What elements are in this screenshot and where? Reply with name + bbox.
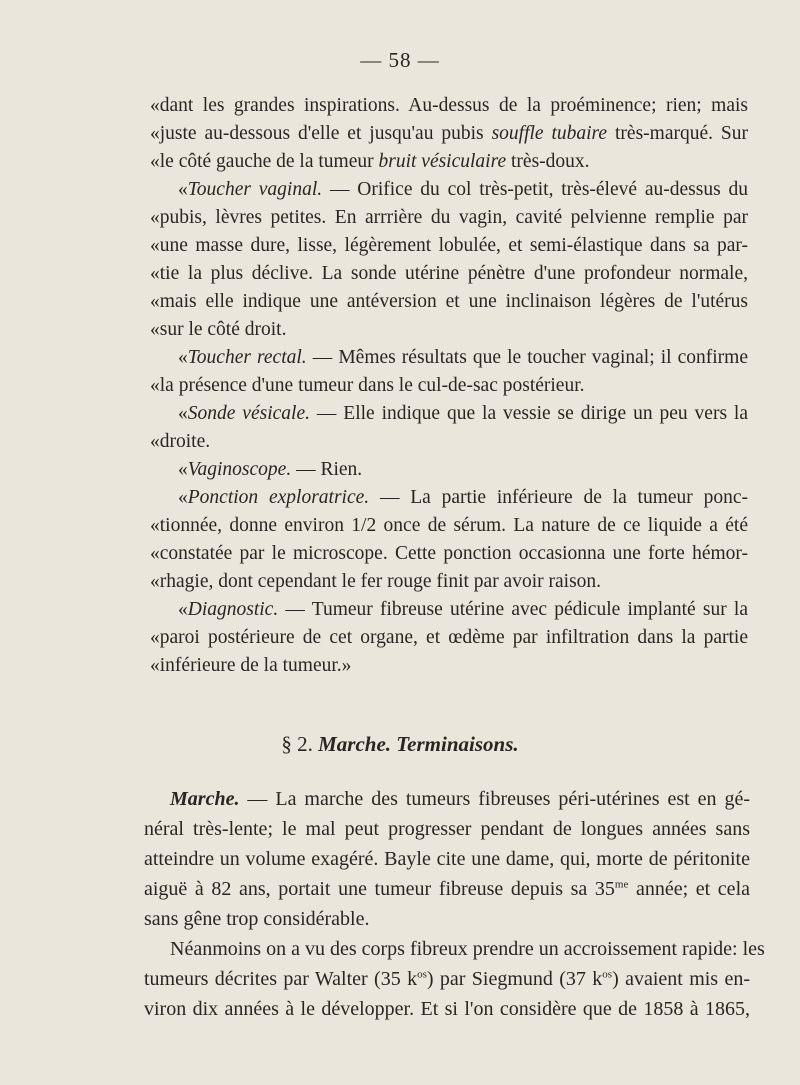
text-line: «mais elle indique une antéversion et une inclinaison légères de l'utérus — [150, 291, 748, 312]
subheading-marche: Marche. — [170, 788, 240, 810]
text-line: sans gêne trop considérable. — [144, 908, 370, 930]
text-line: «paroi postérieure de cet organe, et œdème par infiltration dans la partie — [150, 627, 748, 648]
text-line: Marche. — La marche des tumeurs fibreuses péri-utérines est en gé- — [170, 788, 750, 810]
subheading-vaginoscope: Vaginoscope. — [187, 459, 292, 480]
text-line: «inférieure de la tumeur.» — [150, 655, 352, 676]
text-line: aiguë à 82 ans, portait une tumeur fibreuse depuis sa $35^{me}$ année; et cela — [144, 878, 750, 900]
text-line: «Toucher vaginal. — Orifice du col très-petit, très-élevé au-dessus du — [178, 179, 748, 200]
text-line: «Toucher rectal. — Mêmes résultats que le toucher vaginal; il confirme — [178, 347, 748, 368]
text-line: «le côté gauche de la tumeur bruit vésiculaire très-doux. — [150, 151, 590, 172]
text-line: viron dix années à le développer. Et si l'on considère que de 1858 à 1865, — [144, 998, 750, 1020]
subheading-diagnostic: Diagnostic. — [187, 599, 279, 620]
text-line: «Vaginoscope. — Rien. — [178, 459, 363, 480]
term-bruit-vesiculaire: bruit vésiculaire — [378, 151, 507, 172]
text-line: «rhagie, dont cependant le fer rouge finit par avoir raison. — [150, 571, 602, 592]
text-line: «sur le côté droit. — [150, 319, 287, 340]
text-line: Néanmoins on a vu des corps fibreux prendre un accroissement rapide: les — [170, 938, 765, 960]
page-number: — 58 — — [360, 48, 440, 72]
section-title: Marche. Terminaisons. — [318, 732, 519, 756]
subheading-sonde-vesicale: Sonde vésicale. — [187, 403, 310, 424]
text-line: «dant les grandes inspirations. Au-dessus de la proéminence; rien; mais — [150, 95, 748, 116]
text-line: «Ponction exploratrice. — La partie inférieure de la tumeur ponc- — [178, 487, 748, 508]
section-heading — [0, 730, 800, 758]
text-line: atteindre un volume exagéré. Bayle cite une dame, qui, morte de péritonite — [144, 848, 750, 870]
text-line: néral très-lente; le mal peut progresser pendant de longues années sans — [144, 818, 750, 840]
text-line: «Diagnostic. — Tumeur fibreuse utérine avec pédicule implanté sur la — [178, 599, 748, 620]
text-line: «pubis, lèvres petites. En arrrière du vagin, cavité pelvienne remplie par — [150, 207, 748, 228]
section-number: § 2. — [281, 732, 313, 756]
text-line: «tie la plus déclive. La sonde utérine pénètre d'une profondeur normale, — [150, 263, 748, 284]
subheading-ponction-exploratrice: Ponction exploratrice. — [187, 487, 370, 508]
subheading-toucher-rectal: Toucher rectal. — [187, 347, 307, 368]
text-line: «constatée par le microscope. Cette ponction occasionna une forte hémor- — [150, 543, 748, 564]
term-souffle-tubaire: souffle tubaire — [491, 123, 608, 144]
text-line: tumeurs décrites par Walter (35 $k^{os}$) par Siegmund (37 $k^{os}$) avaient mis en- — [144, 968, 750, 990]
text-line: «la présence d'une tumeur dans le cul-de-sac postérieur. — [150, 375, 585, 396]
text-line: «juste au-dessous d'elle et jusqu'au pubis souffle tubaire très-marqué. Sur — [150, 123, 749, 144]
text-line: «Sonde vésicale. — Elle indique que la vessie se dirige un peu vers la — [178, 403, 749, 424]
text-line: «une masse dure, lisse, légèrement lobulée, et semi-élastique dans sa par- — [150, 235, 748, 256]
text-line: «droite. — [150, 431, 211, 452]
text-line: «tionnée, donne environ 1/2 once de sérum. La nature de ce liquide a été — [150, 515, 748, 536]
subheading-toucher-vaginal: Toucher vaginal. — [187, 179, 323, 200]
